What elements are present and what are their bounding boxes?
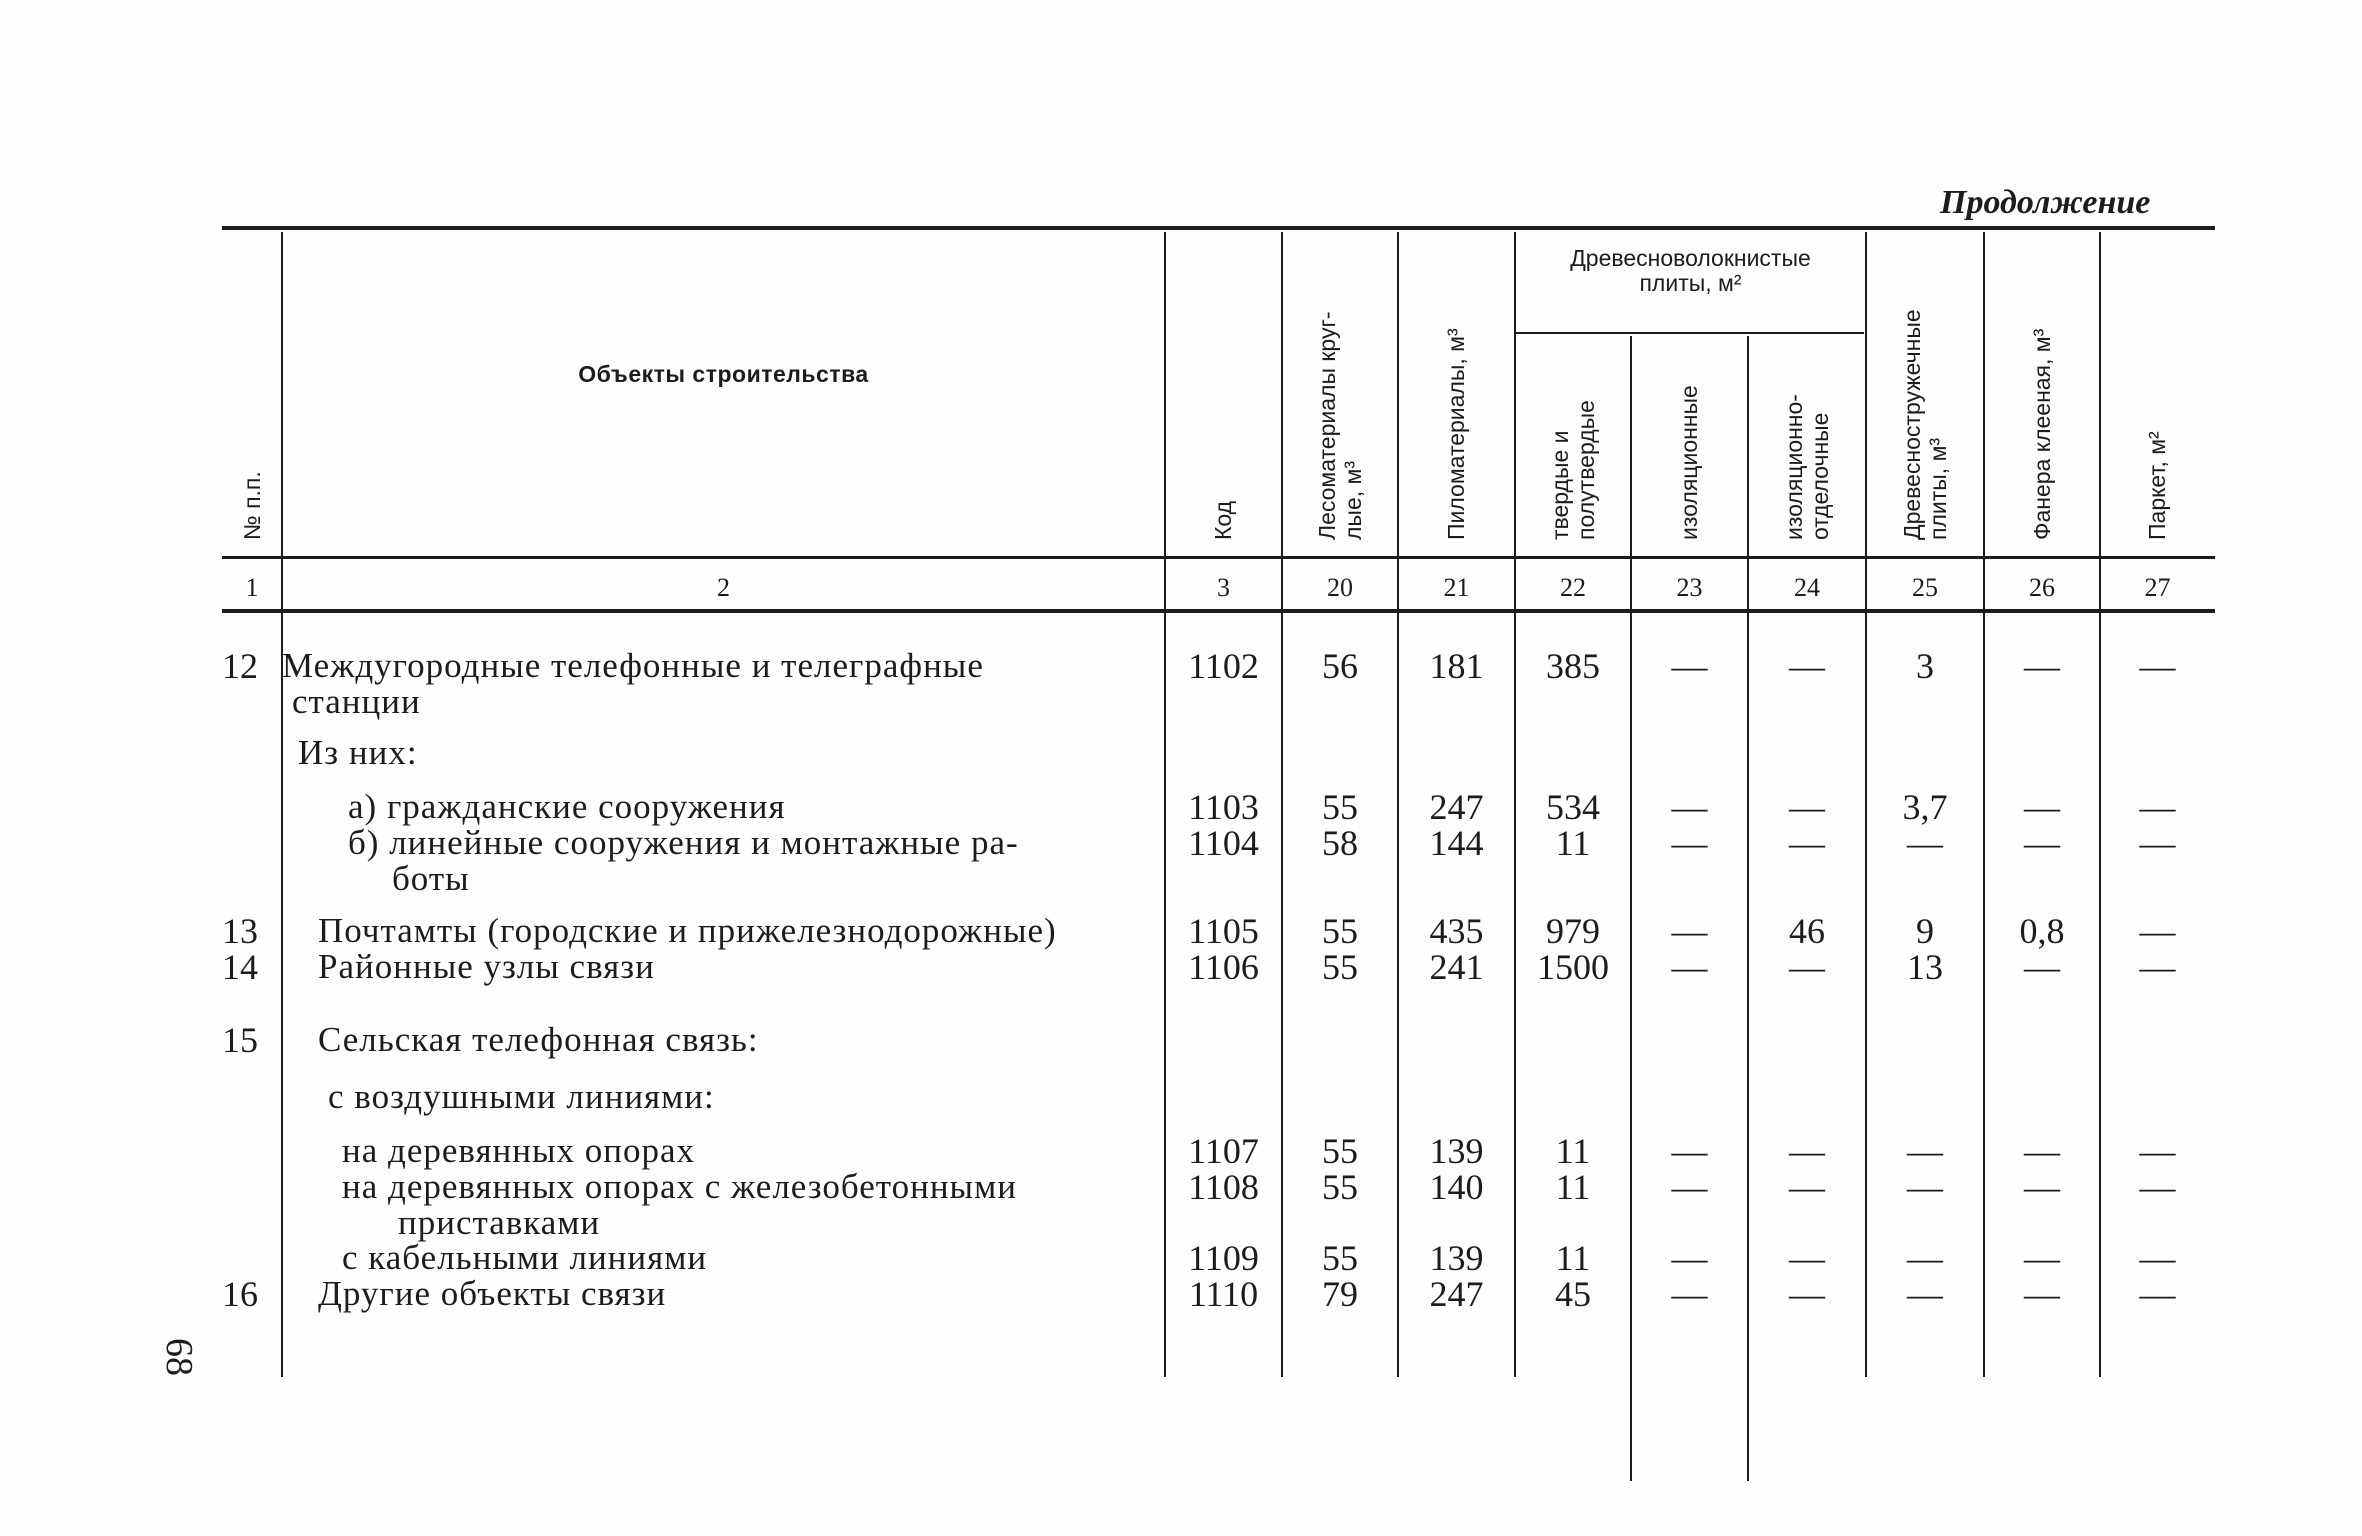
cell-c20: 56 [1322,646,1358,686]
header-plywood: Фанера клееная, м³ [2028,328,2055,540]
header-code: Код [1210,500,1237,540]
row-object-name: на деревянных опорах с железобетонными [342,1167,1017,1206]
cell-c24: — [1789,787,1825,827]
header-fiberboard-hard: твердые и полутвердые [1546,400,1599,540]
cell-c27: — [2139,911,2176,951]
cell-code: 1105 [1188,911,1259,951]
cell-c25: — [1907,823,1943,863]
cell-c26: — [2024,646,2060,686]
cell-c22: 385 [1546,646,1600,686]
cell-c21: 144 [1429,823,1484,863]
cell-c24: — [1789,1274,1825,1314]
header-fiberboard-group: Древесноволокнистые плиты, м² [1570,245,1811,297]
cell-c22: 534 [1546,787,1600,827]
row-number: 15 [222,1020,258,1060]
cell-c20: 55 [1322,1238,1358,1278]
cell-c21: 247 [1429,1274,1484,1314]
cell-c27: — [2139,787,2176,827]
cell-c20: 55 [1322,1167,1358,1207]
cell-c21: 139 [1429,1238,1484,1278]
column-number: 22 [1560,573,1586,602]
row-object-name: Другие объекты связи [318,1274,667,1313]
cell-c23: — [1671,947,1708,987]
cell-c25: 3,7 [1902,787,1948,827]
cell-c23: — [1671,1238,1708,1278]
cell-c23: — [1671,1274,1708,1314]
row-number: 12 [222,646,258,686]
cell-c25: — [1907,1274,1943,1314]
cell-c25: — [1907,1238,1943,1278]
cell-c21: 181 [1429,646,1484,686]
row-object-name: с воздушными линиями: [328,1077,715,1116]
cell-c20: 55 [1322,1131,1358,1171]
continuation-label: Продолжение [1940,184,2151,221]
cell-c27: — [2139,1238,2176,1278]
row-object-name-cont: приставками [398,1203,601,1242]
column-rule [281,232,283,1377]
row-object-name: б) линейные сооружения и монтажные ра- [348,823,1019,862]
row-object-name: Из них: [298,733,418,772]
cell-c24: — [1789,646,1825,686]
cell-code: 1106 [1188,947,1259,987]
cell-c21: 139 [1429,1131,1484,1171]
row-object-name: Сельская телефонная связь: [318,1020,759,1059]
row-number: 13 [222,911,258,951]
cell-code: 1103 [1188,787,1259,827]
cell-c26: — [2024,947,2060,987]
cell-c25: 3 [1916,646,1934,686]
cell-c24: 46 [1789,911,1825,951]
cell-code: 1104 [1188,823,1259,863]
header-roundwood: Лесоматериалы круг- лые, м³ [1313,311,1366,540]
cell-c22: 1500 [1537,947,1609,987]
cell-c25: — [1907,1167,1943,1207]
row-object-name: на деревянных опорах [342,1131,696,1170]
cell-code: 1108 [1188,1167,1259,1207]
column-number: 25 [1912,573,1938,602]
cell-c20: 55 [1322,947,1358,987]
cell-c26: — [2024,823,2060,863]
cell-c25: 13 [1907,947,1943,987]
cell-c20: 58 [1322,823,1358,863]
cell-c20: 79 [1322,1274,1358,1314]
header-objects: Объекты строительства [578,361,869,387]
column-number: 2 [717,573,730,602]
header-particleboard: Древесностружечные плиты, м³ [1898,309,1951,540]
cell-c27: — [2139,1274,2176,1314]
cell-code: 1102 [1188,646,1259,686]
cell-c23: — [1671,1167,1708,1207]
cell-code: 1110 [1188,1274,1259,1314]
cell-c27: — [2139,823,2176,863]
cell-c21: 140 [1429,1167,1484,1207]
cell-c26: — [2024,787,2060,827]
cell-c22: 11 [1555,1167,1591,1207]
cell-c24: — [1789,1131,1825,1171]
cell-c23: — [1671,646,1708,686]
row-number: 14 [222,947,258,987]
column-number: 3 [1217,573,1230,602]
row-object-name: с кабельными линиями [342,1238,708,1277]
cell-c22: 979 [1546,911,1600,951]
cell-c27: — [2139,1131,2176,1171]
cell-c27: — [2139,947,2176,987]
cell-c22: 11 [1555,1238,1591,1278]
row-object-name-cont: станции [292,682,421,721]
header-sawn: Пиломатериалы, м³ [1443,328,1470,540]
cell-c23: — [1671,787,1708,827]
cell-c26: 0,8 [2019,911,2065,951]
row-object-name: Почтамты (городские и прижелезнодорожные) [318,911,1057,950]
cell-c23: — [1671,823,1708,863]
cell-code: 1109 [1188,1238,1259,1278]
header-fiberboard-insulating: изоляционные [1676,385,1703,540]
column-numbers-bottom-rule [222,609,2215,613]
header-no: № п.п. [238,471,265,540]
column-number: 26 [2029,573,2055,602]
cell-c24: — [1789,823,1825,863]
cell-c27: — [2139,646,2176,686]
cell-c20: 55 [1322,911,1358,951]
column-number: 23 [1676,573,1703,602]
cell-c26: — [2024,1167,2060,1207]
row-object-name-cont: боты [392,859,470,898]
cell-c26: — [2024,1274,2060,1314]
column-number: 21 [1443,573,1470,602]
header-parquet: Паркет, м² [2144,431,2171,540]
fiberboard-group-rule [1515,332,1864,334]
cell-c22: 45 [1555,1274,1591,1314]
column-number: 20 [1327,573,1353,602]
cell-code: 1107 [1188,1131,1259,1171]
cell-c25: — [1907,1131,1943,1171]
cell-c24: — [1789,1167,1825,1207]
cell-c23: — [1671,1131,1708,1171]
header-bottom-rule [222,556,2215,559]
cell-c26: — [2024,1131,2060,1171]
cell-c25: 9 [1916,911,1934,951]
cell-c26: — [2024,1238,2060,1278]
header-fiberboard-finishing: изоляционно- отделочные [1780,394,1833,540]
top-rule [222,226,2215,230]
cell-c21: 435 [1429,911,1484,951]
row-number: 16 [222,1274,258,1314]
cell-c27: — [2139,1167,2176,1207]
row-object-name: Междугородные телефонные и телеграфные [282,646,984,685]
cell-c24: — [1789,1238,1825,1278]
column-number: 27 [2144,573,2171,602]
cell-c21: 247 [1429,787,1484,827]
cell-c21: 241 [1429,947,1484,987]
column-number: 1 [245,573,259,602]
row-object-name: а) гражданские сооружения [348,787,786,826]
cell-c22: 11 [1555,1131,1591,1171]
cell-c24: — [1789,947,1825,987]
column-number: 24 [1794,573,1820,602]
cell-c23: — [1671,911,1708,951]
cell-c20: 55 [1322,787,1358,827]
row-object-name: Районные узлы связи [318,947,655,986]
cell-c22: 11 [1555,823,1591,863]
page-number: 68 [158,1338,200,1376]
